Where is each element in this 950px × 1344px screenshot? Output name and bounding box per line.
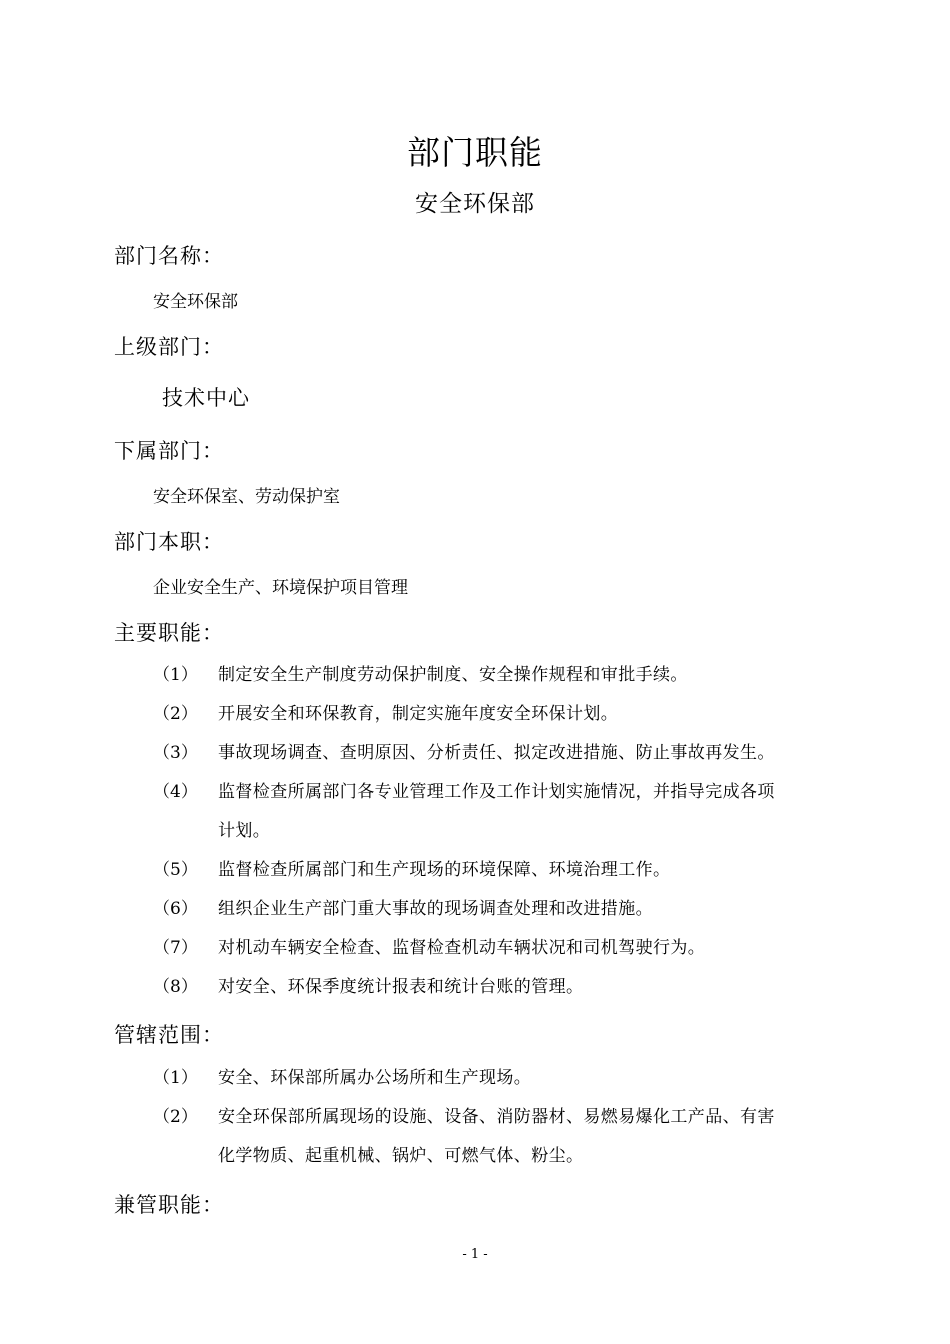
item-text: 对安全、环保季度统计报表和统计台账的管理。 — [218, 977, 584, 997]
sub-depts-value: 安全环保室、劳动保护室 — [153, 487, 340, 507]
item-text: 组织企业生产部门重大事故的现场调查处理和改进措施。 — [218, 899, 653, 919]
item-number: （5） — [153, 860, 198, 880]
item-number: （1） — [153, 1068, 198, 1088]
page-title: 部门职能 — [407, 133, 543, 172]
page-number: - 1 - — [462, 1247, 488, 1262]
item-number: （6） — [153, 899, 198, 919]
item-text-continued: 计划。 — [218, 821, 271, 841]
section-heading-sub-depts: 下属部门： — [114, 439, 224, 463]
item-text: 安全、环保部所属办公场所和生产现场。 — [218, 1068, 532, 1088]
item-number: （3） — [153, 743, 198, 763]
section-heading-main-functions: 主要职能： — [114, 621, 224, 645]
item-text: 事故现场调查、查明原因、分析责任、拟定改进措施、防止事故再发生。 — [218, 743, 775, 763]
section-heading-concurrent: 兼管职能： — [114, 1193, 224, 1217]
duty-value: 企业安全生产、环境保护项目管理 — [153, 578, 408, 598]
section-heading-scope: 管辖范围： — [114, 1023, 224, 1047]
item-number: （7） — [153, 938, 198, 958]
item-number: （4） — [153, 782, 198, 802]
item-number: （2） — [153, 1107, 198, 1127]
item-number: （8） — [153, 977, 198, 997]
parent-dept-value: 技术中心 — [162, 386, 250, 410]
item-text: 对机动车辆安全检查、监督检查机动车辆状况和司机驾驶行为。 — [218, 938, 706, 958]
section-heading-parent-dept: 上级部门： — [114, 335, 224, 359]
item-text: 安全环保部所属现场的设施、设备、消防器材、易燃易爆化工产品、有害 — [218, 1107, 775, 1127]
item-text: 监督检查所属部门各专业管理工作及工作计划实施情况，并指导完成各项 — [218, 782, 775, 802]
section-heading-duty: 部门本职： — [114, 530, 224, 554]
item-number: （1） — [153, 665, 198, 685]
item-text-continued: 化学物质、起重机械、锅炉、可燃气体、粉尘。 — [218, 1146, 584, 1166]
item-number: （2） — [153, 704, 198, 724]
dept-name-value: 安全环保部 — [153, 292, 238, 312]
item-text: 制定安全生产制度劳动保护制度、安全操作规程和审批手续。 — [218, 665, 688, 685]
item-text: 开展安全和环保教育，制定实施年度安全环保计划。 — [218, 704, 619, 724]
item-text: 监督检查所属部门和生产现场的环境保障、环境治理工作。 — [218, 860, 671, 880]
page-subtitle: 安全环保部 — [415, 191, 535, 217]
section-heading-dept-name: 部门名称： — [114, 244, 224, 268]
